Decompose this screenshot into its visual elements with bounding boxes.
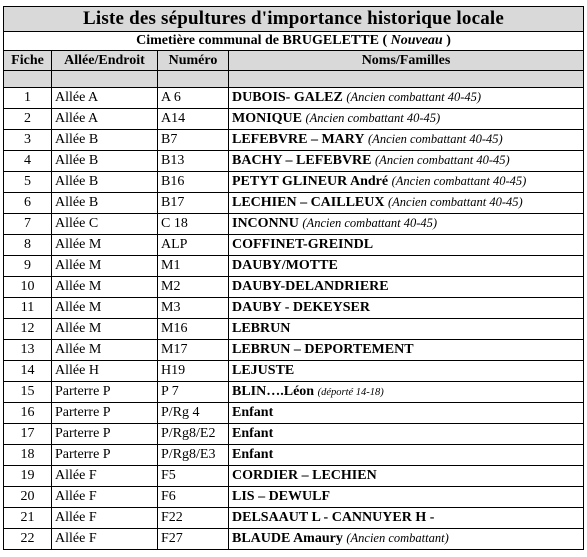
table-row (4, 235, 584, 256)
fiche-cell: 18 (4, 445, 52, 466)
family-name: INCONNU (232, 216, 299, 231)
fiche-cell: 10 (4, 277, 52, 298)
table-row (4, 445, 584, 466)
table-row (4, 130, 584, 151)
fiche-cell: 20 (4, 487, 52, 508)
fiche-cell: 4 (4, 151, 52, 172)
family-name: BLAUDE Amaury (232, 531, 343, 546)
allee-cell: Parterre P (52, 424, 158, 445)
numero-cell: P/Rg8/E2 (158, 424, 229, 445)
family-name: MONIQUE (232, 111, 302, 126)
numero-cell: B13 (158, 151, 229, 172)
numero-cell: M17 (158, 340, 229, 361)
family-name: COFFINET-GREINDL (232, 237, 374, 252)
table-row (4, 487, 584, 508)
spacer-cell (4, 71, 52, 88)
numero-cell: F6 (158, 487, 229, 508)
noms-cell (229, 382, 584, 403)
fiche-cell: 22 (4, 529, 52, 550)
noms-cell (229, 319, 584, 340)
title-row (4, 7, 584, 32)
family-note: (Ancien combattant 40-45) (368, 132, 503, 146)
family-name: CORDIER – LECHIEN (232, 468, 377, 483)
allee-cell: Allée F (52, 487, 158, 508)
family-name: DUBOIS- GALEZ (232, 90, 343, 105)
numero-cell: B16 (158, 172, 229, 193)
allee-cell: Allée B (52, 130, 158, 151)
allee-cell: Allée F (52, 529, 158, 550)
allee-cell: Allée M (52, 340, 158, 361)
family-note: (Ancien combattant 40-45) (302, 216, 438, 230)
table-row (4, 529, 584, 550)
fiche-cell: 17 (4, 424, 52, 445)
fiche-cell: 11 (4, 298, 52, 319)
family-name: Enfant (232, 447, 274, 462)
noms-cell (229, 88, 584, 109)
family-name: DAUBY-DELANDRIERE (232, 279, 389, 294)
family-name: Enfant (232, 426, 274, 441)
table-row (4, 193, 584, 214)
allee-cell: Allée M (52, 235, 158, 256)
table-row (4, 466, 584, 487)
noms-cell (229, 466, 584, 487)
numero-cell: ALP (158, 235, 229, 256)
family-name: LEJUSTE (232, 363, 295, 378)
numero-cell: A14 (158, 109, 229, 130)
subtitle-row (4, 32, 584, 51)
noms-cell (229, 193, 584, 214)
table-row (4, 403, 584, 424)
table-row (4, 256, 584, 277)
noms-cell (229, 109, 584, 130)
allee-cell: Parterre P (52, 445, 158, 466)
family-note: (Ancien combattant 40-45) (387, 195, 523, 209)
fiche-cell: 16 (4, 403, 52, 424)
fiche-cell: 21 (4, 508, 52, 529)
fiche-cell: 7 (4, 214, 52, 235)
numero-cell: C 18 (158, 214, 229, 235)
numero-cell: P 7 (158, 382, 229, 403)
numero-cell: F27 (158, 529, 229, 550)
table-body (4, 88, 584, 550)
family-name: LECHIEN – CAILLEUX (232, 195, 385, 210)
fiche-cell: 3 (4, 130, 52, 151)
family-name: DAUBY - DEKEYSER (232, 300, 370, 315)
noms-cell (229, 214, 584, 235)
family-note: (Ancien combattant 40-45) (391, 174, 527, 188)
header-row (4, 51, 584, 71)
table-row (4, 172, 584, 193)
table-row (4, 298, 584, 319)
noms-cell (229, 235, 584, 256)
numero-cell: F5 (158, 466, 229, 487)
family-note: (déporté 14-18) (317, 387, 384, 398)
noms-cell (229, 361, 584, 382)
family-name: LEFEBVRE – MARY (232, 132, 365, 147)
family-name: LIS – DEWULF (232, 489, 331, 504)
family-note: (Ancien combattant) (346, 531, 449, 545)
fiche-cell: 8 (4, 235, 52, 256)
noms-cell (229, 340, 584, 361)
family-note: (Ancien combattant 40-45) (346, 90, 482, 104)
allee-cell: Allée H (52, 361, 158, 382)
burials-table (3, 6, 584, 550)
document-page (3, 6, 583, 550)
table-row (4, 88, 584, 109)
allee-cell: Allée A (52, 109, 158, 130)
noms-cell (229, 151, 584, 172)
noms-cell (229, 277, 584, 298)
numero-cell: A 6 (158, 88, 229, 109)
noms-cell (229, 508, 584, 529)
numero-cell: P/Rg 4 (158, 403, 229, 424)
spacer-cell (229, 71, 584, 88)
allee-cell: Allée A (52, 88, 158, 109)
numero-cell: M2 (158, 277, 229, 298)
header-noms: Noms/Familles (229, 51, 584, 71)
fiche-cell: 5 (4, 172, 52, 193)
page-title: Liste des sépultures d'importance historique locale (4, 7, 584, 32)
family-name: PETYT GLINEUR André (232, 174, 389, 189)
table-row (4, 340, 584, 361)
fiche-cell: 19 (4, 466, 52, 487)
subtitle-paren-close: ) (442, 33, 451, 48)
spacer-row (4, 71, 584, 88)
allee-cell: Allée B (52, 151, 158, 172)
table-row (4, 361, 584, 382)
table-row (4, 508, 584, 529)
numero-cell: P/Rg8/E3 (158, 445, 229, 466)
noms-cell (229, 487, 584, 508)
header-allee: Allée/Endroit (52, 51, 158, 71)
fiche-cell: 1 (4, 88, 52, 109)
numero-cell: B17 (158, 193, 229, 214)
noms-cell (229, 445, 584, 466)
allee-cell: Allée M (52, 277, 158, 298)
fiche-cell: 6 (4, 193, 52, 214)
numero-cell: B7 (158, 130, 229, 151)
page-subtitle (4, 32, 584, 51)
allee-cell: Allée M (52, 256, 158, 277)
table-row (4, 424, 584, 445)
table-row (4, 214, 584, 235)
table-row (4, 151, 584, 172)
family-note: (Ancien combattant 40-45) (305, 111, 441, 125)
spacer-cell (52, 71, 158, 88)
family-name: BACHY – LEFEBVRE (232, 153, 372, 168)
header-fiche: Fiche (4, 51, 52, 71)
noms-cell (229, 172, 584, 193)
allee-cell: Allée B (52, 193, 158, 214)
table-row (4, 319, 584, 340)
noms-cell (229, 130, 584, 151)
subtitle-italic: Nouveau (390, 33, 443, 48)
subtitle-paren-open: ( (378, 33, 391, 48)
numero-cell: M16 (158, 319, 229, 340)
allee-cell: Allée M (52, 298, 158, 319)
family-name: DELSAAUT L - CANNUYER H - (232, 510, 435, 525)
family-note: (Ancien combattant 40-45) (375, 153, 510, 167)
family-name: BLIN….Léon (232, 384, 315, 399)
header-numero: Numéro (158, 51, 229, 71)
noms-cell (229, 298, 584, 319)
table-row (4, 382, 584, 403)
numero-cell: M1 (158, 256, 229, 277)
fiche-cell: 15 (4, 382, 52, 403)
allee-cell: Allée C (52, 214, 158, 235)
noms-cell (229, 529, 584, 550)
allee-cell: Allée B (52, 172, 158, 193)
noms-cell (229, 256, 584, 277)
allee-cell: Allée F (52, 508, 158, 529)
allee-cell: Parterre P (52, 403, 158, 424)
numero-cell: M3 (158, 298, 229, 319)
fiche-cell: 12 (4, 319, 52, 340)
allee-cell: Parterre P (52, 382, 158, 403)
allee-cell: Allée F (52, 466, 158, 487)
fiche-cell: 2 (4, 109, 52, 130)
spacer-cell (158, 71, 229, 88)
family-name: LEBRUN (232, 321, 291, 336)
family-name: LEBRUN – DEPORTEMENT (232, 342, 414, 357)
fiche-cell: 9 (4, 256, 52, 277)
noms-cell (229, 403, 584, 424)
family-name: DAUBY/MOTTE (232, 258, 338, 273)
fiche-cell: 13 (4, 340, 52, 361)
fiche-cell: 14 (4, 361, 52, 382)
numero-cell: H19 (158, 361, 229, 382)
table-row (4, 109, 584, 130)
noms-cell (229, 424, 584, 445)
subtitle-text: Cimetière communal de BRUGELETTE (136, 33, 379, 48)
table-row (4, 277, 584, 298)
allee-cell: Allée M (52, 319, 158, 340)
numero-cell: F22 (158, 508, 229, 529)
family-name: Enfant (232, 405, 274, 420)
